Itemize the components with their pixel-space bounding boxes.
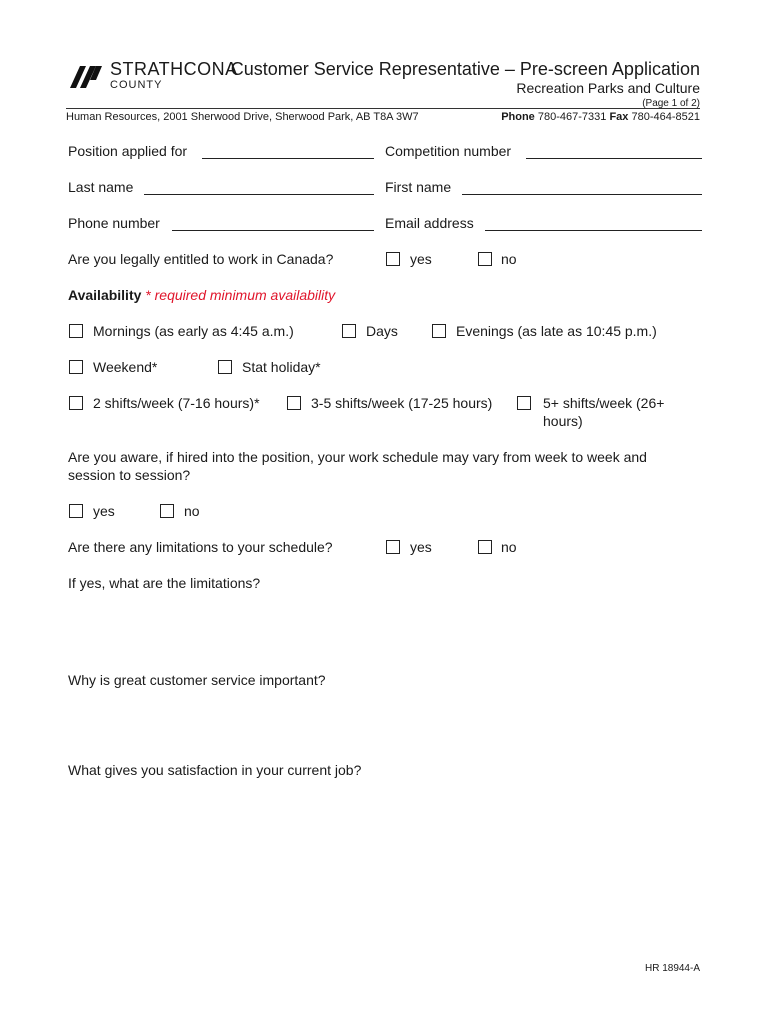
- phone-label: Phone: [501, 111, 535, 123]
- availability-section: [68, 287, 335, 303]
- limitations-detail-question: If yes, what are the limitations?: [68, 575, 261, 591]
- org-logo-text: [110, 61, 238, 93]
- email-label: Email address: [385, 215, 474, 231]
- stat-holiday-label: Stat holiday*: [242, 359, 321, 375]
- days-checkbox[interactable]: [342, 324, 356, 338]
- evenings-checkbox[interactable]: [432, 324, 446, 338]
- legal-question: Are you legally entitled to work in Canada?: [68, 251, 334, 267]
- shift-5plus-checkbox[interactable]: [517, 396, 531, 410]
- customer-service-answer-area[interactable]: [68, 693, 702, 753]
- schedule-aware-question: Are you aware, if hired into the position, your work schedule may vary from week to week and: [68, 449, 647, 465]
- contact-info: [501, 111, 700, 123]
- strathcona-logo-icon: [66, 60, 106, 92]
- shift-2-checkbox[interactable]: [69, 396, 83, 410]
- mornings-checkbox[interactable]: [69, 324, 83, 338]
- schedule-aware-question-cont: session to session?: [68, 467, 191, 483]
- first-name-field[interactable]: [462, 194, 702, 195]
- stat-holiday-checkbox[interactable]: [218, 360, 232, 374]
- shift-3-5-label: 3-5 shifts/week (17-25 hours): [311, 395, 493, 411]
- limitations-yes-label: yes: [410, 539, 432, 555]
- shift-2-label: 2 shifts/week (7-16 hours)*: [93, 395, 260, 411]
- evenings-label: Evenings (as late as 10:45 p.m.): [456, 323, 657, 339]
- header-divider: [66, 108, 700, 109]
- weekend-checkbox[interactable]: [69, 360, 83, 374]
- aware-yes-checkbox[interactable]: [69, 504, 83, 518]
- days-label: Days: [366, 323, 398, 339]
- shift-5plus-label-cont: hours): [543, 413, 583, 429]
- legal-yes-checkbox[interactable]: [386, 252, 400, 266]
- shift-3-5-checkbox[interactable]: [287, 396, 301, 410]
- page-number: (Page 1 of 2): [642, 98, 700, 109]
- legal-no-checkbox[interactable]: [478, 252, 492, 266]
- limitations-yes-checkbox[interactable]: [386, 540, 400, 554]
- shift-5plus-label: 5+ shifts/week (26+: [543, 395, 665, 411]
- availability-heading: Availability: [68, 287, 142, 303]
- first-name-label: First name: [385, 179, 452, 195]
- job-satisfaction-answer-area[interactable]: [68, 783, 702, 953]
- job-satisfaction-question: What gives you satisfaction in your current job?: [68, 762, 362, 778]
- last-name-label: Last name: [68, 179, 134, 195]
- form-title: Customer Service Representative – Pre-screen Application: [230, 59, 700, 79]
- customer-service-question: Why is great customer service important?: [68, 672, 326, 688]
- org-sub: COUNTY: [110, 79, 163, 91]
- phone-value: 780-467-7331: [537, 111, 607, 123]
- last-name-field[interactable]: [144, 194, 374, 195]
- fax-label: Fax: [609, 111, 629, 123]
- aware-no-checkbox[interactable]: [160, 504, 174, 518]
- form-code: HR 18944-A: [644, 963, 700, 974]
- aware-yes-label: yes: [93, 503, 115, 519]
- phone-number-field[interactable]: [172, 230, 374, 231]
- position-field[interactable]: [202, 158, 374, 159]
- phone-number-label: Phone number: [68, 215, 160, 231]
- limitations-question: Are there any limitations to your schedule?: [68, 539, 333, 555]
- legal-yes-label: yes: [410, 251, 432, 267]
- org-name: STRATHCONA: [110, 59, 238, 79]
- limitations-answer-area[interactable]: [68, 596, 702, 660]
- aware-no-label: no: [184, 503, 200, 519]
- limitations-no-checkbox[interactable]: [478, 540, 492, 554]
- hr-address: Human Resources, 2001 Sherwood Drive, Sherwood Park, AB T8A 3W7: [66, 111, 419, 123]
- availability-note: * required minimum availability: [145, 287, 336, 303]
- competition-field[interactable]: [526, 158, 702, 159]
- competition-label: Competition number: [385, 143, 512, 159]
- legal-no-label: no: [501, 251, 517, 267]
- fax-value: 780-464-8521: [631, 111, 700, 123]
- form-subtitle: Recreation Parks and Culture: [516, 80, 700, 96]
- position-label: Position applied for: [68, 143, 188, 159]
- weekend-label: Weekend*: [93, 359, 158, 375]
- limitations-no-label: no: [501, 539, 517, 555]
- email-field[interactable]: [485, 230, 702, 231]
- mornings-label: Mornings (as early as 4:45 a.m.): [93, 323, 294, 339]
